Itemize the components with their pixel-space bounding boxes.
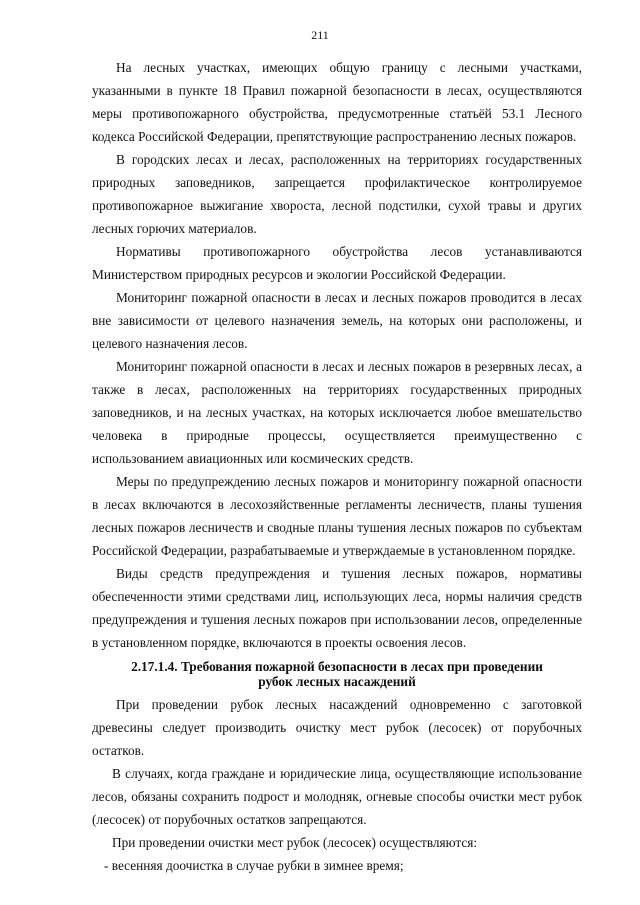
section-heading-line: 2.17.1.4. Требования пожарной безопасности в лесах при проведении — [131, 659, 543, 674]
section-heading — [92, 659, 582, 689]
paragraph: Мониторинг пожарной опасности в лесах и лесных пожаров в резервных лесах, а также в лесах, расположенных на территориях государственных природных заповедников, и на лесных участках, на которых исключается любое вмешательство человека в природные процессы, осуществляется преимущественно с использованием авиационных или космических средств. — [92, 359, 582, 466]
paragraph: В случаях, когда граждане и юридические лица, осуществляющие использование лесов, обязаны сохранить подрост и молодняк, огневые способы очистки мест рубок (лесосек) от порубочных остатков запрещаются. — [92, 766, 582, 827]
list-item: - весенняя доочистка в случае рубки в зимнее время; — [104, 858, 404, 873]
paragraph: На лесных участках, имеющих общую границу с лесными участками, указанными в пункте 18 Правил пожарной безопасности в лесах, осуществляются меры противопожарного обустройства, предусмотренные статьёй 53.1 Лесного кодекса Российской Федерации, препятствующие распространению лесных пожаров. — [92, 60, 582, 144]
paragraph: Меры по предупреждению лесных пожаров и мониторингу пожарной опасности в лесах включаются в лесохозяйственные регламенты лесничеств, планы тушения лесных пожаров лесничеств и сводные планы тушения лесных пожаров по субъектам Российской Федерации, разрабатываемые и утверждаемые в установленном порядке. — [92, 474, 582, 558]
document-body — [92, 56, 582, 877]
paragraph: В городских лесах и лесах, расположенных на территориях государственных природных заповедников, запрещается профилактическое контролируемое противопожарное выжигание хвороста, лесной подстилки, сухой травы и других лесных горючих материалов. — [92, 152, 582, 236]
page-number: 211 — [311, 28, 329, 42]
paragraph: При проведении очистки мест рубок (лесосек) осуществляются: — [112, 835, 478, 850]
paragraph: Нормативы противопожарного обустройства лесов устанавливаются Министерством природных ресурсов и экологии Российской Федерации. — [92, 244, 582, 282]
section-heading-line: рубок лесных насаждений — [258, 674, 416, 689]
paragraph: При проведении рубок лесных насаждений одновременно с заготовкой древесины следует производить очистку мест рубок (лесосек) от порубочных остатков. — [92, 697, 582, 758]
paragraph: Виды средств предупреждения и тушения лесных пожаров, нормативы обеспеченности этими средствами лиц, использующих леса, нормы наличия средств предупреждения и тушения лесных пожаров при использовании лесов, определенные в установленном порядке, включаются в проекты освоения лесов. — [92, 566, 582, 650]
paragraph: Мониторинг пожарной опасности в лесах и лесных пожаров проводится в лесах вне зависимости от целевого назначения земель, на которых они расположены, и целевого назначения лесов. — [92, 290, 582, 351]
